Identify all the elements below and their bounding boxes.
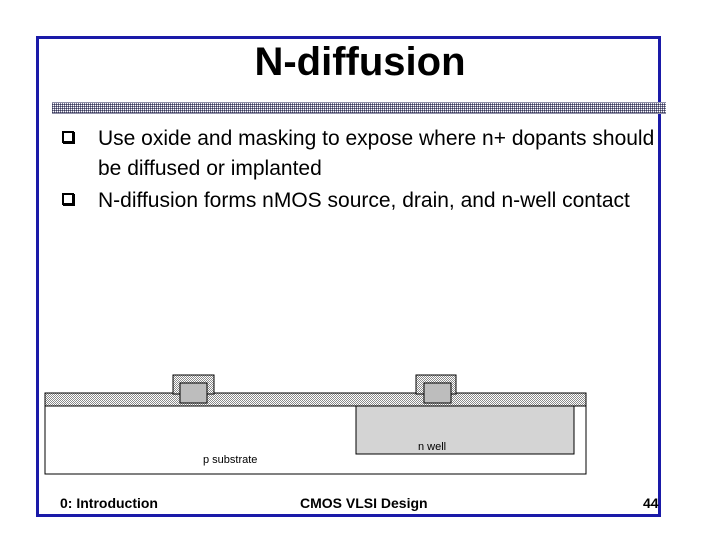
footer-section-label: 0: Introduction — [60, 495, 158, 511]
oxide-layer — [45, 393, 586, 406]
footer-course-title: CMOS VLSI Design — [300, 495, 428, 511]
n-well-region — [356, 406, 574, 454]
checkbox-bullet-icon — [62, 193, 74, 205]
footer-page-number: 44 — [643, 495, 659, 511]
bullet-item-1 — [62, 124, 662, 184]
gate-block-right — [424, 383, 451, 403]
n-well-label: n well — [418, 441, 447, 453]
gate-block-left — [180, 383, 207, 403]
bullet-item-2 — [62, 186, 662, 216]
slide-title: N-diffusion — [254, 40, 466, 84]
checkbox-bullet-icon — [62, 131, 74, 143]
cross-section-diagram — [40, 370, 600, 480]
p-substrate-label: p substrate — [203, 454, 258, 466]
title-divider — [52, 102, 666, 114]
bullet-text-2: N-diffusion forms nMOS source, drain, and n-well contact — [98, 189, 630, 212]
bullet-text-1: Use oxide and masking to expose where n+ dopants should be diffused or implanted — [98, 127, 655, 180]
